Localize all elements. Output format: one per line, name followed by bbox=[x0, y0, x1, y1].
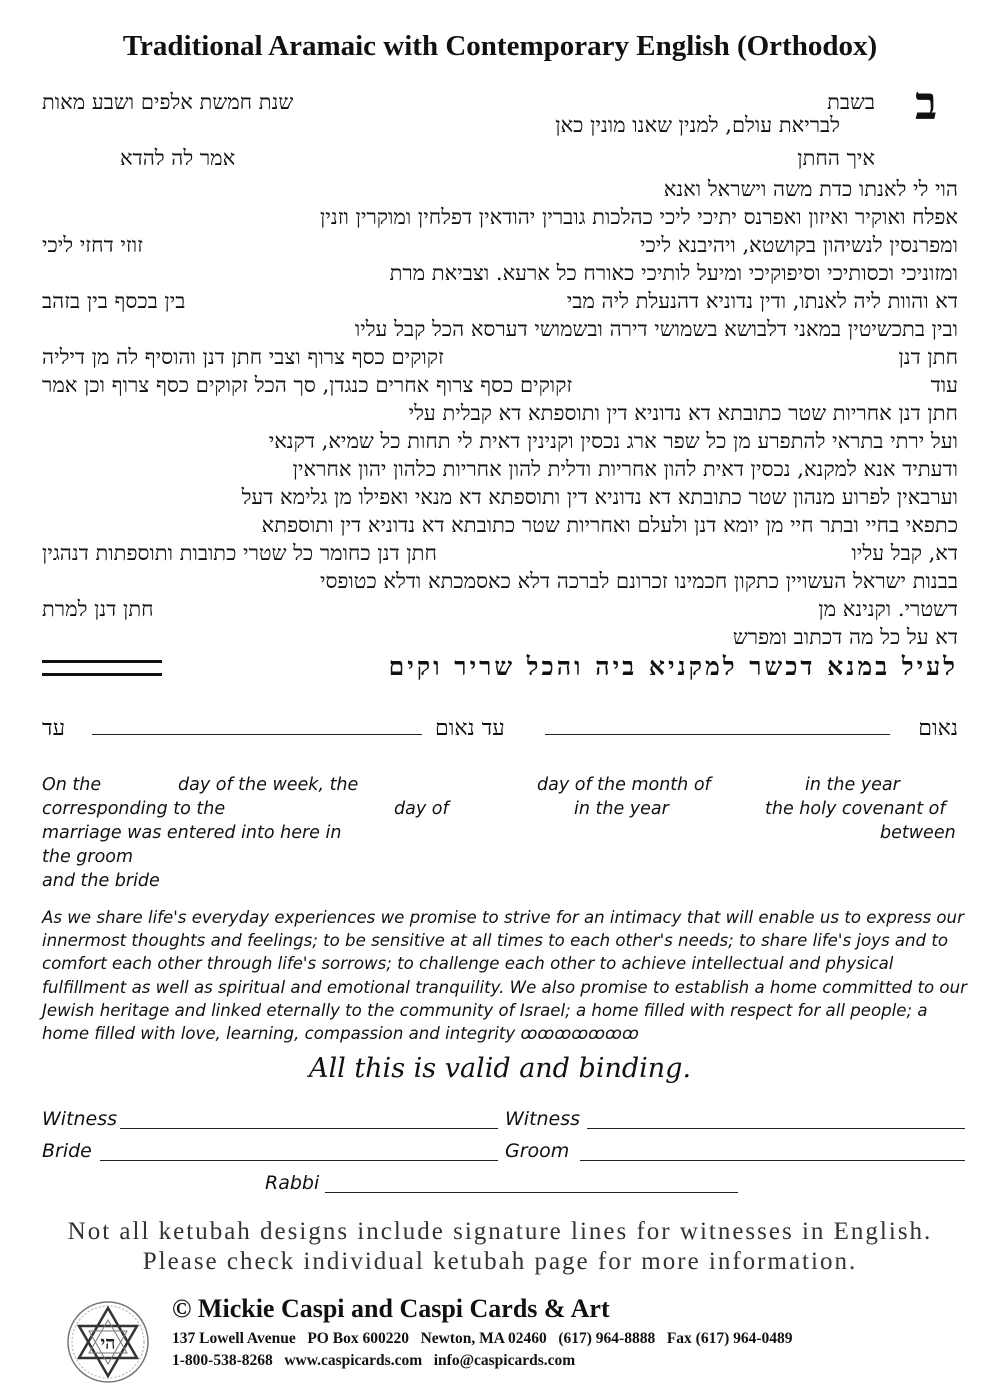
fill-in-the-year-2: in the year bbox=[574, 799, 669, 819]
witness-naum-label-1: נאום bbox=[918, 716, 958, 741]
aramaic-line-13: ועל ירתי בתראי להתפרע מן כל שפר ארג נכסין וקנינין דאית לי תחות כל שמיא, דקנאי bbox=[268, 429, 958, 453]
witness-signature-line-2 bbox=[92, 734, 422, 735]
aramaic-line-10-left: זקוקים כסף צרוף וצבי חתן דנן והוסיף לה מן דיליה bbox=[42, 345, 444, 369]
aramaic-line-17: דא, קבל עליו bbox=[851, 541, 958, 565]
aramaic-line-1-left: שנת חמשת אלפים ושבע מאות bbox=[42, 90, 294, 114]
notice-line-2: Please check individual ketubah page for more information. bbox=[142, 1248, 858, 1275]
fill-day-of-month: day of the month of bbox=[537, 775, 711, 795]
notice-line-1: Not all ketubah designs include signature lines for witnesses in English. bbox=[67, 1218, 933, 1245]
footer-address: 137 Lowell Avenue PO Box 600220 Newton, MA 02460 (617) 964-8888 Fax (617) 964-0489 bbox=[172, 1330, 793, 1347]
aramaic-line-21: לעיל במנא דכשר למקניא ביה והכל שריר וקים bbox=[388, 652, 958, 681]
valid-binding-statement: All this is valid and binding. bbox=[308, 1053, 692, 1084]
aramaic-line-16: כתפאי בחיי ובתר חיי מן יומא דנן ולעלם ואחריות שטר כתובתא דא נדוניא דין ותוספתא bbox=[261, 513, 958, 537]
footer-contact: 1-800-538-8268 www.caspicards.com info@caspicards.com bbox=[172, 1352, 576, 1369]
initial-bet-letter: ב bbox=[915, 76, 938, 130]
fill-and-the-bride: and the bride bbox=[42, 871, 160, 891]
witness-line-2 bbox=[587, 1128, 965, 1129]
fill-day-of-week: day of the week, the bbox=[178, 775, 359, 795]
witness-label-2: Witness bbox=[505, 1108, 581, 1130]
aramaic-line-8: דא והוות ליה לאנתו, ודין נדוניא דהנעלת ליה מבי bbox=[566, 289, 958, 313]
aramaic-line-2: לבריאת עולם, למנין שאנו מונין כאן bbox=[555, 113, 840, 137]
aramaic-line-15: וערבאין לפרוע מנהון שטר כתובתא דא נדוניא דין ותוספתא דא מנאי ואפילו מן גלימא דעל bbox=[241, 485, 958, 509]
fill-on-the: On the bbox=[42, 775, 102, 795]
aramaic-line-6-left: זוזי דחזי ליכי bbox=[42, 233, 143, 257]
closing-flourish-bar bbox=[42, 660, 162, 676]
aramaic-line-18: בבנות ישראל העשויין כתקון חכמינו זכרונם לברכה דלא כאסמכתא ודלא כטופסי bbox=[319, 569, 958, 593]
aramaic-line-9: ובין בתכשיטין במאני דלבושא בשמושי דירה ובשמושי דערסא הכל קבל עליו bbox=[354, 317, 958, 341]
vows-paragraph bbox=[42, 906, 967, 1045]
groom-line bbox=[580, 1160, 965, 1161]
aramaic-line-19: דשטרי. וקנינא מן bbox=[818, 597, 958, 621]
aramaic-line-1: בשבת bbox=[827, 90, 875, 114]
witness-signature-line-1 bbox=[545, 734, 890, 735]
witness-label-1: Witness bbox=[42, 1108, 118, 1130]
bride-line bbox=[100, 1160, 498, 1161]
aramaic-line-6: ומפרנסין לנשיהון בקושטא, ויהיבנא ליכי bbox=[640, 233, 958, 257]
aramaic-line-10: חתן דנן bbox=[898, 345, 958, 369]
fill-between: between bbox=[880, 823, 956, 843]
aramaic-line-7: ומזוניכי וכסותיכי וסיפוקיכי ומיעל לותיכי כאורח כל ארעא. וצביאת מרת bbox=[389, 261, 958, 285]
witness-naum-label-2: עד נאום bbox=[435, 716, 505, 741]
star-of-david-logo-icon bbox=[66, 1300, 150, 1384]
aramaic-line-5: אפלח ואוקיר ואיזון ואפרנס יתיכי ליכי כהלכות גוברין יהודאין דפלחין ומוקרין וזנין bbox=[320, 205, 958, 229]
aramaic-line-17-left: חתן דנן כחומר כל שטרי כתובות ותוספתות דנהגין bbox=[42, 541, 437, 565]
vows-flourish: ꝏꝏꝏꝏꝏꝏꝏ bbox=[520, 1024, 639, 1044]
page-title: Traditional Aramaic with Contemporary English (Orthodox) bbox=[122, 30, 878, 62]
aramaic-line-4: הוי לי לאנתו כדת משה וישראל ואנא bbox=[663, 177, 958, 201]
aramaic-line-3: איך החתן bbox=[797, 146, 875, 170]
witness-line-1 bbox=[120, 1128, 498, 1129]
rabbi-line bbox=[325, 1192, 738, 1193]
aramaic-line-14: ודעתיד אנא למקנא, נכסין דאית להון אחריות ודלית להון אחריות כלהון יהון אחראין bbox=[292, 457, 958, 481]
logo-letters: הי bbox=[100, 1333, 116, 1354]
fill-the-groom: the groom bbox=[42, 847, 134, 867]
footer-copyright: © Mickie Caspi and Caspi Cards & Art bbox=[172, 1294, 610, 1323]
aramaic-line-19-left: חתן דנן למרת bbox=[42, 597, 154, 621]
aramaic-line-3-left: אמר לה להדא bbox=[120, 146, 236, 170]
bride-label: Bride bbox=[42, 1140, 92, 1162]
fill-corresponding: corresponding to the bbox=[42, 799, 226, 819]
aramaic-line-20: דא על כל מה דכתוב ומפרש bbox=[732, 625, 958, 649]
aramaic-line-8-left: בין בכסף בין בזהב bbox=[42, 289, 186, 313]
rabbi-label: Rabbi bbox=[265, 1172, 320, 1194]
witness-ed-label: עד bbox=[42, 716, 66, 741]
fill-in-the-year-1: in the year bbox=[805, 775, 900, 795]
vows-text: As we share life's everyday experiences we promise to strive for an intimacy that will enable us to express our innermost thoughts and feelings; to be sensitive at all times to each other's needs; to share life's joys and to comfort each other through life's sorrows; to challenge each other to achieve intellectual and physical fulfillment as well as spiritual and emotional tranquility. We also promise to establish a home committed to our Jewish heritage and linked eternally to the community of Israel; a home filled with respect for all people; a home filled with love, learning, compassion and integrity bbox=[42, 908, 967, 1044]
fill-marriage: marriage was entered into here in bbox=[42, 823, 342, 843]
fill-day-of: day of bbox=[394, 799, 449, 819]
aramaic-line-11-left: זקוקים כסף צרוף אחרים כנגדן, סך הכל זקוקים כסף צרוף וכן אמר bbox=[42, 373, 573, 397]
groom-label: Groom bbox=[505, 1140, 570, 1162]
fill-holy-covenant: the holy covenant of bbox=[765, 799, 946, 819]
aramaic-line-12: חתן דנן אחריות שטר כתובתא דא נדוניא דין ותוספתא דא קבלית עלי bbox=[408, 401, 958, 425]
aramaic-line-11: עוד bbox=[930, 373, 958, 397]
